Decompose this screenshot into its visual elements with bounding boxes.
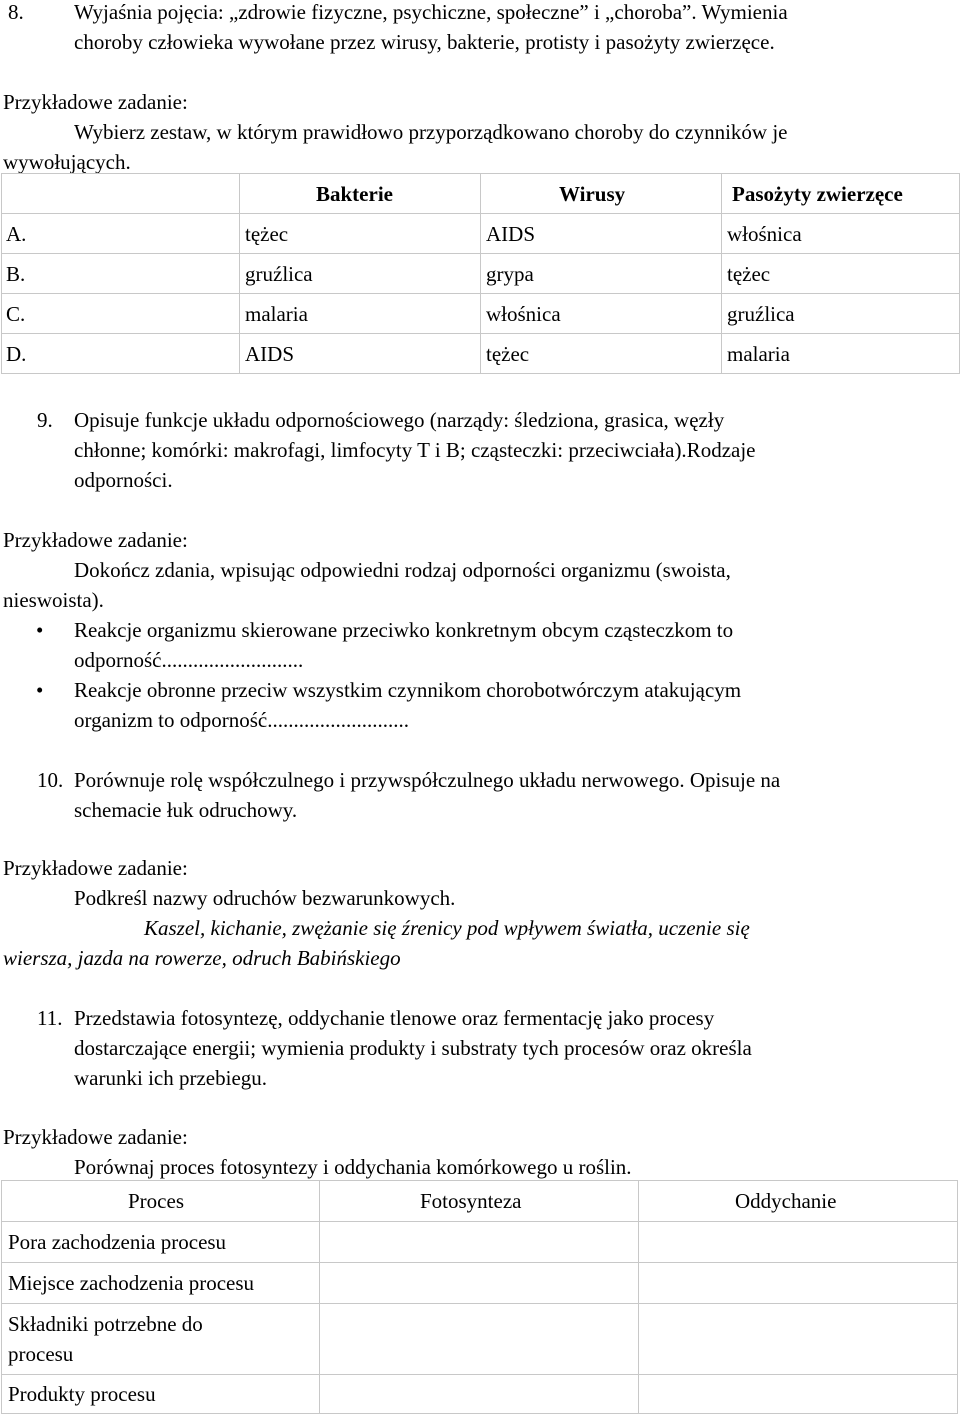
row-label: Produkty procesu xyxy=(8,1382,156,1406)
sec10-line-2: schemacie łuk odruchowy. xyxy=(74,798,298,822)
cell-pasozyty: włośnica xyxy=(727,222,802,246)
bullet-1-line-1: Reakcje organizmu skierowane przeciwko konkretnym obcym cząsteczkom to xyxy=(74,618,734,642)
row-label-continued: procesu xyxy=(8,1342,74,1366)
cell-wirusy: grypa xyxy=(486,262,534,286)
sec9-example-label: Przykładowe zadanie: xyxy=(3,528,188,552)
sec8-line-2: choroby człowieka wywołane przez wirusy, bakterie, protisty i pasożyty zwierzęce. xyxy=(74,30,775,54)
sec10-example-label: Przykładowe zadanie: xyxy=(3,856,188,880)
row-letter: A. xyxy=(6,222,27,246)
bullet-2-line-1: Reakcje obronne przeciw wszystkim czynnikom chorobotwórczym atakującym xyxy=(74,678,742,702)
table-row xyxy=(2,1263,958,1304)
table-row xyxy=(2,254,960,294)
header-bakterie: Bakterie xyxy=(316,182,393,206)
sec10-number: 10. xyxy=(37,768,64,792)
sec8-example-label: Przykładowe zadanie: xyxy=(3,90,188,114)
sec10-line-1: Porównuje rolę współczulnego i przywspółczulnego układu nerwowego. Opisuje na xyxy=(74,768,781,792)
table-row xyxy=(2,294,960,334)
sec11-number: 11. xyxy=(37,1006,63,1030)
cell-bakterie: AIDS xyxy=(245,342,295,366)
table-row xyxy=(2,1304,958,1375)
header-fotosynteza: Fotosynteza xyxy=(420,1189,522,1213)
bullet-icon: • xyxy=(36,618,44,642)
row-letter: C. xyxy=(6,302,26,326)
table-row xyxy=(2,1222,958,1263)
process-table xyxy=(1,1180,958,1414)
sec10-reflex-list-line-2: wiersza, jazda na rowerze, odruch Babińskiego xyxy=(3,946,401,970)
sec9-line-3: odporności. xyxy=(74,468,173,492)
sec11-line-3: warunki ich przebiegu. xyxy=(74,1066,268,1090)
table-row xyxy=(2,214,960,254)
row-letter: D. xyxy=(6,342,27,366)
process-table-header xyxy=(2,1181,958,1222)
cell-wirusy: włośnica xyxy=(486,302,561,326)
disease-table-header xyxy=(2,174,960,214)
cell-pasozyty: malaria xyxy=(727,342,790,366)
sec11-line-1: Przedstawia fotosyntezę, oddychanie tlenowe oraz fermentację jako procesy xyxy=(74,1006,715,1030)
bullet-icon: • xyxy=(36,678,44,702)
cell-bakterie: malaria xyxy=(245,302,308,326)
disease-table xyxy=(1,173,960,374)
cell-bakterie: gruźlica xyxy=(245,262,313,286)
sec9-number: 9. xyxy=(37,408,53,432)
cell-bakterie: tężec xyxy=(245,222,289,246)
sec11-task: Porównaj proces fotosyntezy i oddychania komórkowego u roślin. xyxy=(74,1155,632,1179)
cell-pasozyty: gruźlica xyxy=(727,302,795,326)
table-row xyxy=(2,334,960,374)
cell-pasozyty: tężec xyxy=(727,262,771,286)
bullet-2-line-2: organizm to odporność........................... xyxy=(74,708,409,732)
header-wirusy: Wirusy xyxy=(559,182,626,206)
sec8-task-line-2: wywołujących. xyxy=(3,150,131,174)
sec9-line-1: Opisuje funkcje układu odpornościowego (narządy: śledziona, grasica, węzły xyxy=(74,408,725,432)
header-oddychanie: Oddychanie xyxy=(735,1189,837,1213)
sec9-line-2: chłonne; komórki: makrofagi, limfocyty T i B; cząsteczki: przeciwciała).Rodzaje xyxy=(74,438,756,462)
cell-wirusy: tężec xyxy=(486,342,530,366)
sec10-reflex-list-line-1: Kaszel, kichanie, zwężanie się źrenicy pod wpływem światła, uczenie się xyxy=(144,916,750,940)
sec8-line-1: Wyjaśnia pojęcia: „zdrowie fizyczne, psychiczne, społeczne” i „choroba”. Wymienia xyxy=(74,0,788,24)
cell-wirusy: AIDS xyxy=(486,222,536,246)
sec8-number: 8. xyxy=(8,0,24,24)
row-letter: B. xyxy=(6,262,26,286)
header-proces: Proces xyxy=(128,1189,184,1213)
row-label: Składniki potrzebne do xyxy=(8,1312,203,1336)
sec8-task-line-1: Wybierz zestaw, w którym prawidłowo przyporządkowano choroby do czynników je xyxy=(74,120,788,144)
sec11-example-label: Przykładowe zadanie: xyxy=(3,1125,188,1149)
sec9-task-line-1: Dokończ zdania, wpisując odpowiedni rodzaj odporności organizmu (swoista, xyxy=(74,558,731,582)
sec11-line-2: dostarczające energii; wymienia produkty i substraty tych procesów oraz określa xyxy=(74,1036,752,1060)
row-label: Pora zachodzenia procesu xyxy=(8,1230,227,1254)
header-pasozyty: Pasożyty zwierzęce xyxy=(732,182,903,206)
sec9-task-line-2: nieswoista). xyxy=(3,588,104,612)
bullet-1-line-2: odporność........................... xyxy=(74,648,304,672)
table-row xyxy=(2,1375,958,1414)
sec10-task: Podkreśl nazwy odruchów bezwarunkowych. xyxy=(74,886,456,910)
row-label: Miejsce zachodzenia procesu xyxy=(8,1271,255,1295)
